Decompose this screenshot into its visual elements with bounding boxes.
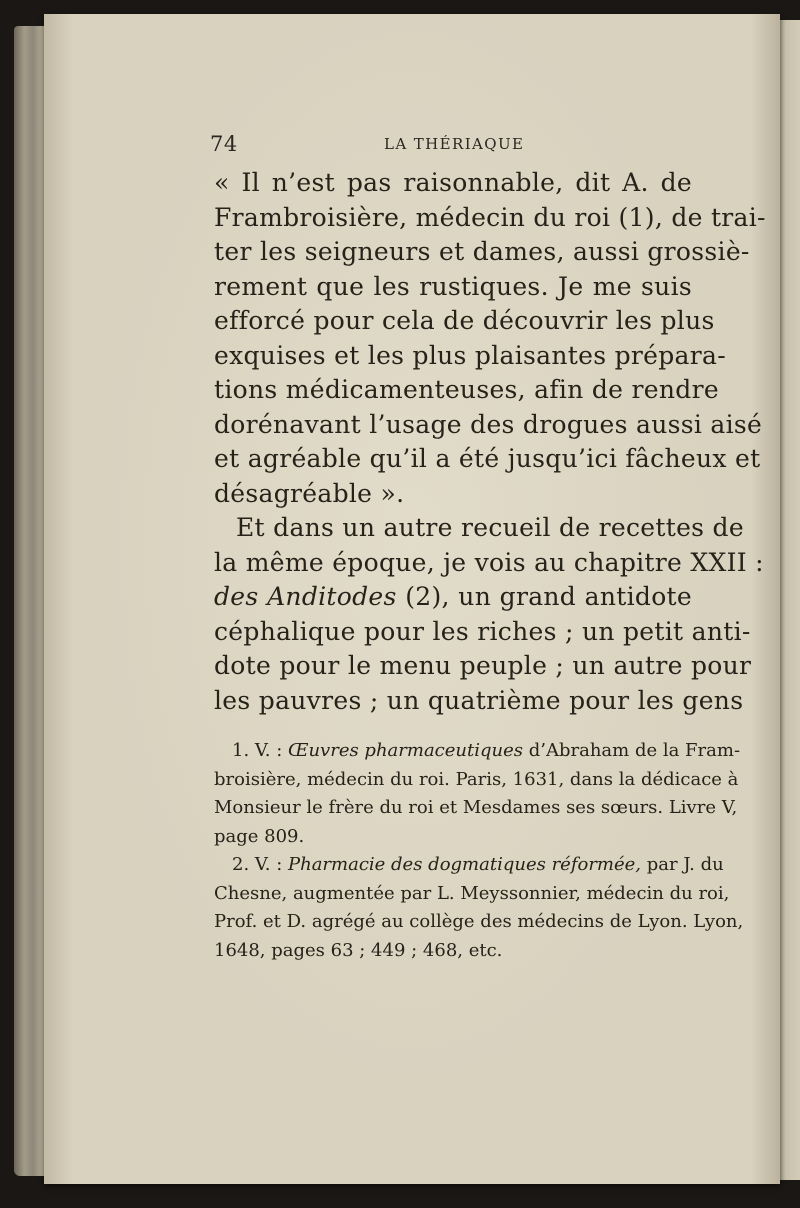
text-line: désagréable ».: [214, 478, 405, 508]
text-line: céphalique pour les riches ; un petit anti-: [214, 616, 751, 646]
text-line: dote pour le menu peuple ; un autre pour: [214, 651, 752, 680]
footnote-2-line: 1648, pages 63 ; 449 ; 468, etc.: [214, 939, 503, 961]
italic-title: des Anditodes: [214, 582, 397, 611]
body-text: [214, 166, 766, 718]
text-line: les pauvres ; un quatrième pour les gens: [214, 685, 744, 715]
running-head: LA THÉRIAQUE: [384, 135, 525, 153]
text-line: exquises et les plus plaisantes prépara-: [214, 340, 726, 370]
footnote-1-rest: d’Abraham de la Fram-: [523, 740, 741, 761]
text-line: tions médicamenteuses, afin de rendre: [214, 375, 719, 404]
text-line-mixed: [214, 580, 692, 615]
text-fragment: (2), un grand antidote: [396, 582, 692, 611]
text-line: « Il n’est pas raisonnable, dit A. de: [214, 168, 692, 197]
footnote-2-prefix: 2. V. :: [232, 854, 288, 875]
footnote-1-line: broisière, médecin du roi. Paris, 1631, dans la dédicace à: [214, 768, 739, 790]
footnote-2-title: Pharmacie des dogmatiques réformée,: [287, 854, 642, 875]
text-line: rement que les rustiques. Je me suis: [214, 271, 692, 301]
text-line: dorénavant l’usage des drogues aussi aisé: [214, 409, 763, 439]
text-line: efforcé pour cela de découvrir les plus: [214, 306, 715, 335]
text-line: ter les seigneurs et dames, aussi grossiè-: [214, 237, 750, 266]
footnote-1-line: page 809.: [214, 825, 305, 847]
footnote-1-title: Œuvres pharmaceutiques: [287, 740, 524, 761]
text-line: Et dans un autre recueil de recettes de: [236, 513, 744, 542]
footnote-1-line: [214, 737, 741, 766]
footnote-2-line: [214, 851, 724, 880]
footnote-1-prefix: 1. V. :: [232, 740, 288, 761]
footnotes: [214, 737, 744, 965]
text-line: Frambroisière, médecin du roi (1), de trai-: [214, 202, 766, 232]
footnote-2-line: Prof. et D. agrégé au collège des médecins de Lyon. Lyon,: [214, 911, 744, 932]
footnote-1-line: Monsieur le frère du roi et Mesdames ses sœurs. Livre V,: [214, 797, 738, 818]
text-line: et agréable qu’il a été jusqu’ici fâcheux et: [214, 444, 761, 473]
footnote-2-rest: par J. du: [641, 854, 724, 875]
footnote-2-line: Chesne, augmentée par L. Meyssonnier, médecin du roi,: [214, 882, 730, 904]
page-number: 74: [210, 132, 238, 156]
page-header: [210, 132, 692, 156]
text-line: la même époque, je vois au chapitre XXII :: [214, 547, 764, 577]
